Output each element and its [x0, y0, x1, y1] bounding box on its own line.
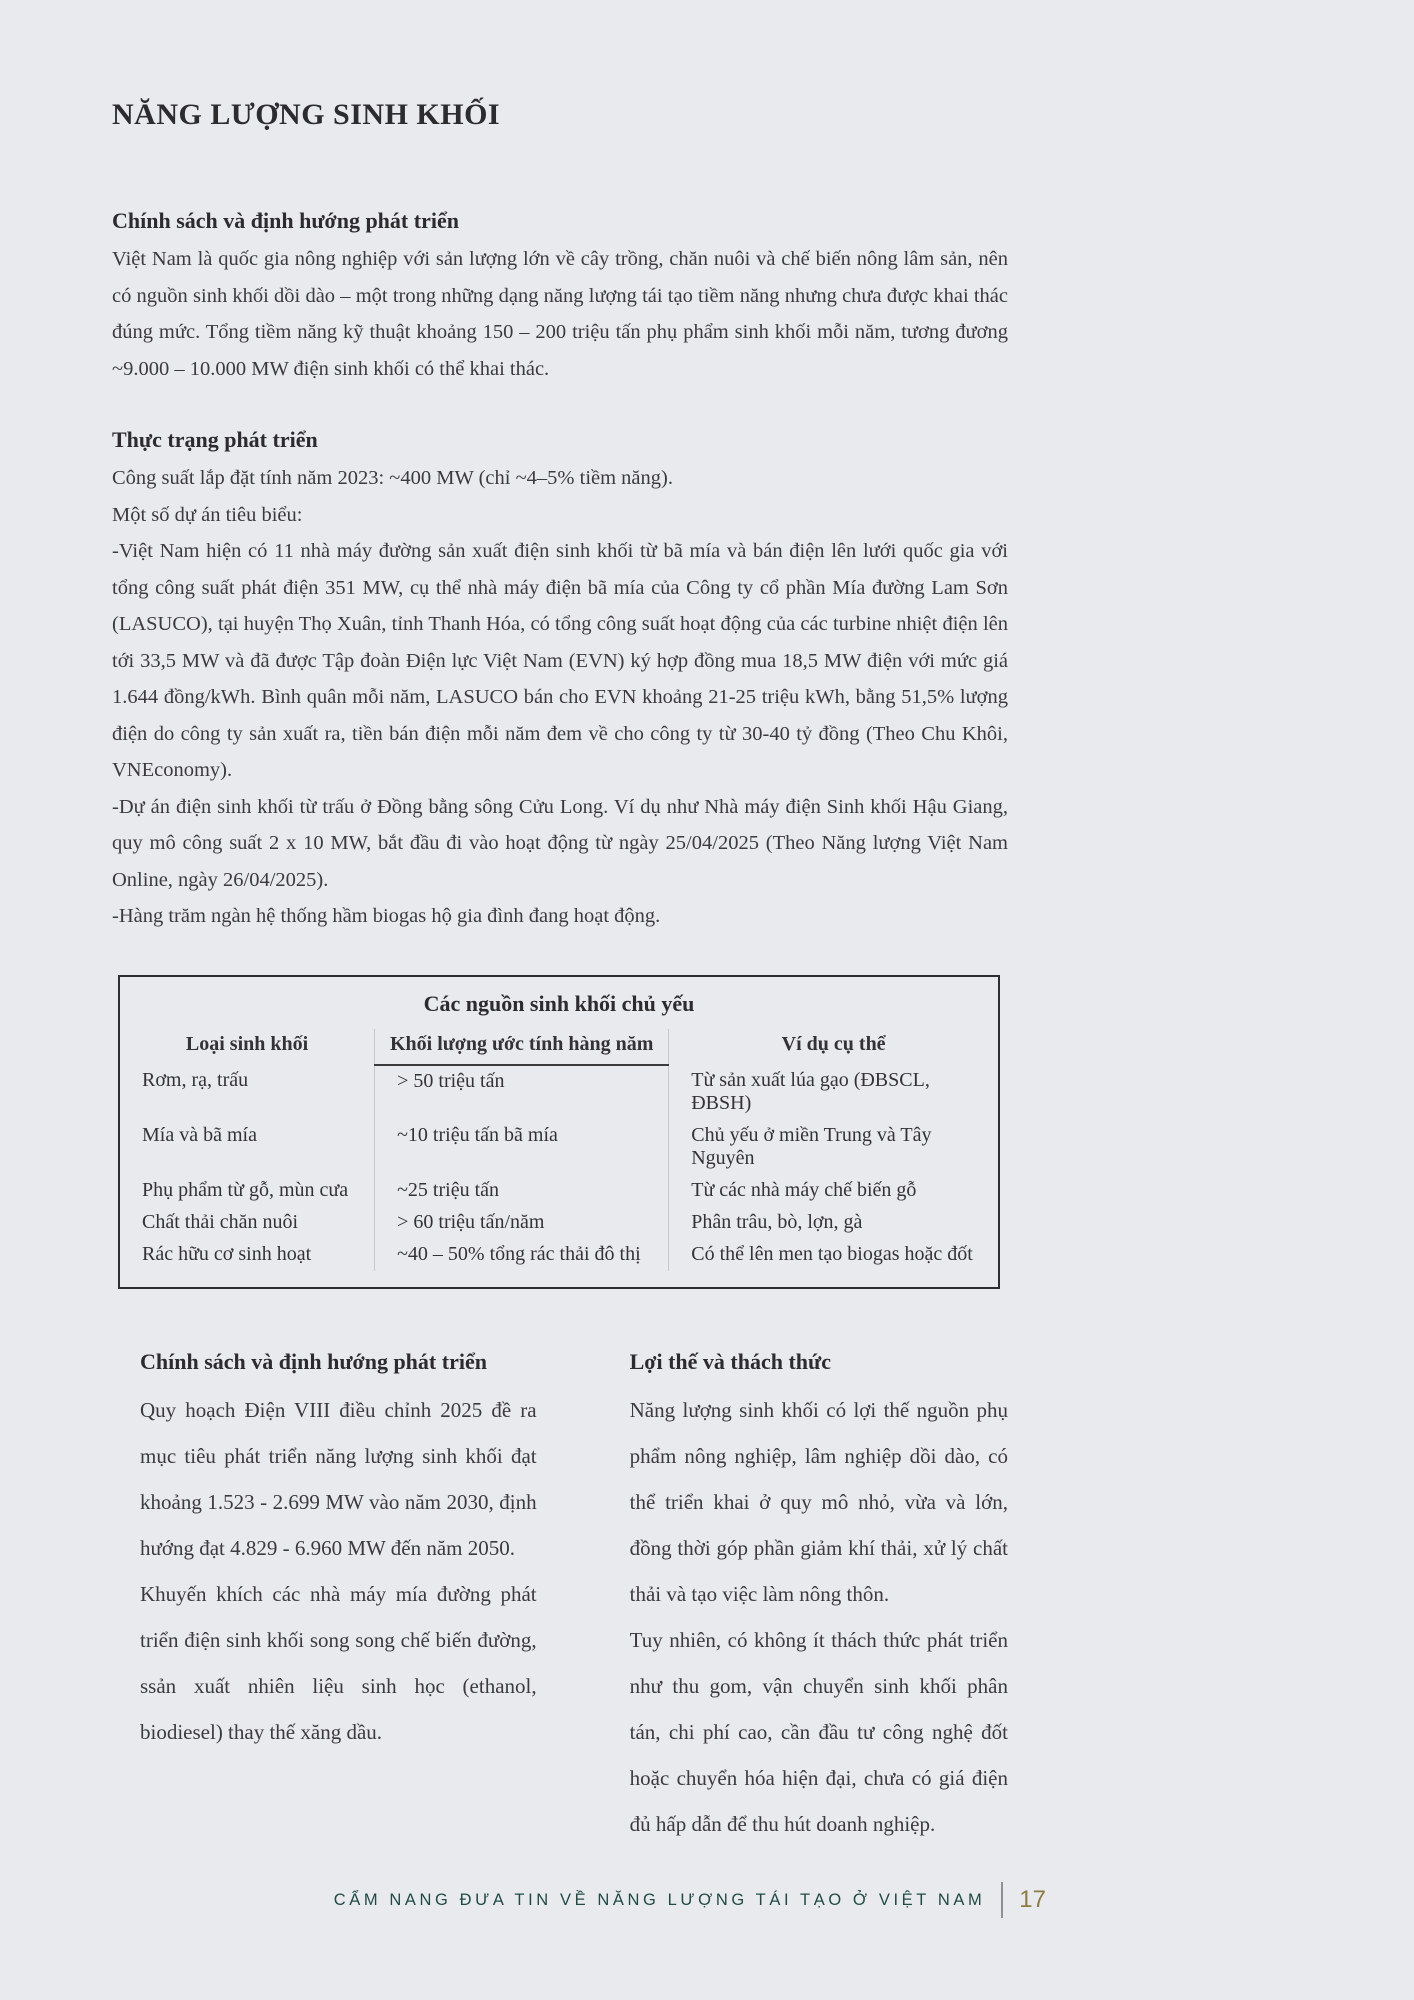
table-header-row [120, 1029, 998, 1065]
table-cell: Rác hữu cơ sinh hoạt [142, 1243, 312, 1265]
status-capacity-line: Công suất lắp đặt tính năm 2023: ~400 MW (chỉ ~4–5% tiềm năng). [112, 467, 673, 489]
table-title: Các nguồn sinh khối chủ yếu [423, 990, 695, 1016]
advantages-para: Năng lượng sinh khối có lợi thế nguồn phụ phẩm nông nghiệp, lâm nghiệp dồi dào, có thể triển khai ở quy mô nhỏ, vừa và lớn, đồng thời góp phần giảm khí thải, xử lý chất thải và tạo việc làm nông thôn. [629, 1397, 1008, 1606]
table-cell: Từ các nhà máy chế biến gỗ [669, 1175, 998, 1207]
footer-divider [1001, 1882, 1003, 1918]
section-status [112, 427, 1008, 935]
table-cell: Mía và bã mía [142, 1124, 257, 1146]
policy-intro-body: Việt Nam là quốc gia nông nghiệp với sản lượng lớn về cây trồng, chăn nuôi và chế biến nông lâm sản, nên có nguồn sinh khối dồi dào – một trong những dạng năng lượng tái tạo tiềm năng nhưng chưa được khai thác đúng mức. Tổng tiềm năng kỹ thuật khoảng 150 – 200 triệu tấn phụ phẩm sinh khối mỗi năm, tương đương ~9.000 – 10.000 MW điện sinh khối có thể khai thác. [112, 248, 1008, 380]
table-row [120, 1175, 998, 1207]
policy-intro-heading: Chính sách và định hướng phát triển [112, 208, 459, 233]
status-projects-intro: Một số dự án tiêu biểu: [112, 503, 303, 526]
page-content [112, 98, 1008, 1847]
table-cell: Phân trâu, bò, lợn, gà [669, 1207, 998, 1239]
table-row [120, 1120, 998, 1175]
challenges-para: Tuy nhiên, có không ít thách thức phát triển như thu gom, vận chuyển sinh khối phân tán, chi phí cao, cần đầu tư công nghệ đốt hoặc chuyển hóa hiện đại, chưa có giá điện đủ hấp dẫn để thu hút doanh nghiệp. [629, 1627, 1008, 1836]
table-cell: ~40 – 50% tổng rác thải đô thị [375, 1239, 669, 1271]
status-project-item: -Hàng trăm ngàn hệ thống hầm biogas hộ gia đình đang hoạt động. [112, 905, 661, 927]
page-footer [0, 1878, 1046, 1922]
column-header: Khối lượng ước tính hàng năm [375, 1029, 669, 1065]
table-cell: > 50 triệu tấn [375, 1065, 669, 1120]
policy-targets-heading: Chính sách và định hướng phát triển [140, 1348, 487, 1374]
table-cell: Rơm, rạ, trấu [142, 1069, 249, 1091]
table-cell: ~10 triệu tấn bã mía [375, 1120, 669, 1175]
page-number: 17 [1019, 1886, 1046, 1913]
column-advantages-challenges [630, 1349, 1008, 1847]
advantages-heading: Lợi thế và thách thức [629, 1348, 832, 1374]
table-cell: Chủ yếu ở miền Trung và Tây Nguyên [669, 1120, 998, 1175]
biomass-sources-table [118, 975, 1000, 1289]
column-header: Loại sinh khối [185, 1033, 309, 1055]
table-cell: Phụ phẩm từ gỗ, mùn cưa [142, 1179, 349, 1201]
table-grid [120, 1029, 998, 1271]
table-cell: Từ sản xuất lúa gạo (ĐBSCL, ĐBSH) [669, 1065, 998, 1120]
status-project-item: -Việt Nam hiện có 11 nhà máy đường sản xuất điện sinh khối từ bã mía và bán điện lên lưới quốc gia với tổng công suất phát điện 351 MW, cụ thể nhà máy điện bã mía của Công ty cổ phần Mía đường Lam Sơn (LASUCO), tại huyện Thọ Xuân, tỉnh Thanh Hóa, có tổng công suất hoạt động của các turbine nhiệt điện lên tới 33,5 MW và đã được Tập đoàn Điện lực Việt Nam (EVN) ký hợp đồng mua 18,5 MW điện với mức giá 1.644 đồng/kWh. Bình quân mỗi năm, LASUCO bán cho EVN khoảng 21-25 triệu kWh, bằng 51,5% lượng điện do công ty sản xuất ra, tiền bán điện mỗi năm đem về cho công ty từ 30-40 tỷ đồng (Theo Chu Khôi, VNEconomy). [112, 540, 1008, 781]
table-cell: Chất thải chăn nuôi [142, 1211, 299, 1233]
status-project-item: -Dự án điện sinh khối từ trấu ở Đồng bằng sông Cửu Long. Ví dụ như Nhà máy điện Sinh khối Hậu Giang, quy mô công suất 2 x 10 MW, bắt đầu đi vào hoạt động từ ngày 25/04/2025 (Theo Năng lượng Việt Nam Online, ngày 26/04/2025). [112, 795, 1008, 891]
bottom-two-column-section [112, 1349, 1008, 1847]
table-cell: Có thể lên men tạo biogas hoặc đốt [669, 1239, 998, 1271]
policy-targets-para: Khuyến khích các nhà máy mía đường phát triển điện sinh khối song song chế biến đường, ssản xuất nhiên liệu sinh học (ethanol, biodiesel) thay thế xăng dầu. [140, 1581, 537, 1744]
status-heading: Thực trạng phát triển [112, 427, 318, 452]
table-row [120, 1239, 998, 1271]
table-cell: > 60 triệu tấn/năm [375, 1207, 669, 1239]
table-cell: ~25 triệu tấn [375, 1175, 669, 1207]
section-policy-intro [112, 208, 1008, 387]
footer-title: CẨM NANG ĐƯA TIN VỀ NĂNG LƯỢNG TÁI TẠO Ở VIỆT NAM [333, 1890, 986, 1909]
column-policy-targets [140, 1349, 537, 1847]
policy-targets-para: Quy hoạch Điện VIII điều chỉnh 2025 đề ra mục tiêu phát triển năng lượng sinh khối đạt khoảng 1.523 - 2.699 MW vào năm 2030, định hướng đạt 4.829 - 6.960 MW đến năm 2050. [140, 1397, 537, 1560]
page-title: NĂNG LƯỢNG SINH KHỐI [112, 98, 501, 131]
table-row [120, 1065, 998, 1120]
column-header: Ví dụ cụ thể [669, 1029, 998, 1065]
table-row [120, 1207, 998, 1239]
